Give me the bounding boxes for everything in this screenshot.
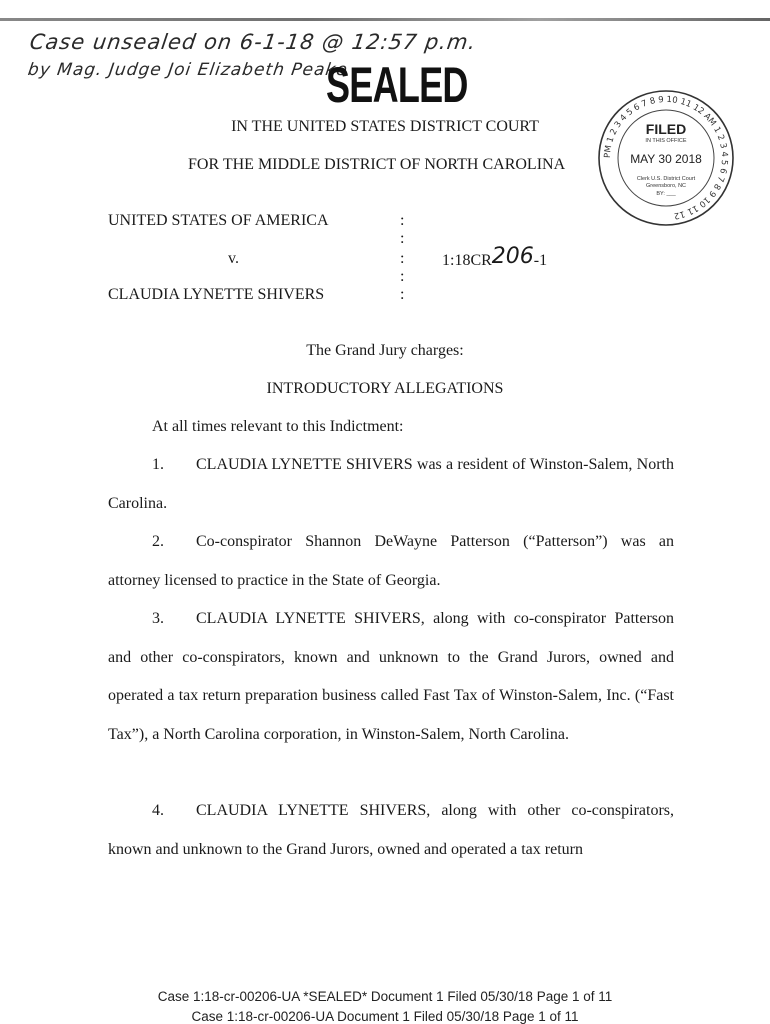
paragraph-text: CLAUDIA LYNETTE SHIVERS, along with other co-conspirators, known and unknown to the Grand Jurors, owned and operated a tax return	[108, 802, 674, 858]
allegation-paragraph-4	[108, 792, 674, 869]
filed-stamp-date: MAY 30 2018	[630, 152, 702, 166]
caption-versus: v.	[228, 250, 239, 267]
filed-stamp-title: FILED	[645, 121, 687, 137]
paragraph-number: 2.	[152, 533, 164, 550]
filed-stamp-clerk-2: Greensboro, NC	[645, 183, 687, 189]
footer-sealed-case-line: Case 1:18-cr-00206-UA *SEALED* Document 1 Filed 05/30/18 Page 1 of 11	[157, 989, 613, 1004]
filed-stamp-by: BY: ___	[656, 191, 676, 197]
scan-edge-line	[0, 18, 770, 21]
intro-line: At all times relevant to this Indictment:	[152, 418, 404, 435]
paragraph-number: 4.	[152, 802, 164, 819]
allegation-paragraph-1	[108, 446, 674, 523]
footer-case-line: Case 1:18-cr-00206-UA Document 1 Filed 05/30/18 Page 1 of 11	[191, 1009, 579, 1024]
district-heading: FOR THE MIDDLE DISTRICT OF NORTH CAROLINA	[188, 156, 566, 173]
paragraph-number: 1.	[152, 456, 164, 473]
case-number	[442, 246, 547, 271]
caption-colon: :	[400, 250, 405, 267]
case-number-handwritten: 206	[491, 244, 534, 269]
filed-stamp-clerk-1: Clerk U.S. District Court	[636, 176, 696, 182]
filed-stamp-seal	[596, 88, 736, 228]
filed-stamp-subtitle: IN THIS OFFICE	[645, 138, 687, 144]
section-heading: INTRODUCTORY ALLEGATIONS	[266, 380, 504, 397]
allegation-paragraph-2	[108, 523, 674, 600]
caption-plaintiff: UNITED STATES OF AMERICA	[108, 212, 329, 229]
case-number-prefix: 1:18CR	[442, 252, 492, 269]
case-number-suffix: -1	[533, 252, 548, 269]
handwritten-unseal-note: Case unsealed on 6-1-18 @ 12:57 p.m.	[28, 30, 478, 54]
caption-colon: :	[400, 268, 405, 285]
paragraph-text: CLAUDIA LYNETTE SHIVERS was a resident of Winston-Salem, North Carolina.	[108, 456, 674, 512]
paragraph-number: 3.	[152, 610, 164, 627]
grand-jury-charges: The Grand Jury charges:	[306, 342, 464, 359]
caption-colon: :	[400, 230, 405, 247]
paragraph-text: CLAUDIA LYNETTE SHIVERS, along with co-conspirator Patterson and other co-conspirators, known and unknown to the Grand Jurors, owned and operated a tax return preparation business called Fast Tax of Winston-Salem, Inc. (“Fast Tax”), a North Carolina corporation, in Winston-Salem, North Carolina.	[108, 610, 674, 743]
caption-colon: :	[400, 286, 405, 303]
court-name-heading: IN THE UNITED STATES DISTRICT COURT	[231, 118, 539, 135]
sealed-stamp: SEALED	[326, 57, 468, 113]
allegation-paragraph-3	[108, 600, 674, 754]
filed-stamp-ring-path: PM 1 2 3 4 5 6 7 8 9 10 11 12 AM 1 2 3 4 5 6 7 8 9 10 11 12	[602, 94, 730, 221]
caption-defendant: CLAUDIA LYNETTE SHIVERS	[108, 286, 325, 303]
paragraph-text: Co-conspirator Shannon DeWayne Patterson (“Patterson”) was an attorney licensed to practice in the State of Georgia.	[108, 533, 674, 589]
caption-colon: :	[400, 212, 405, 229]
handwritten-judge-note: by Mag. Judge Joi Elizabeth Peake	[26, 60, 350, 80]
